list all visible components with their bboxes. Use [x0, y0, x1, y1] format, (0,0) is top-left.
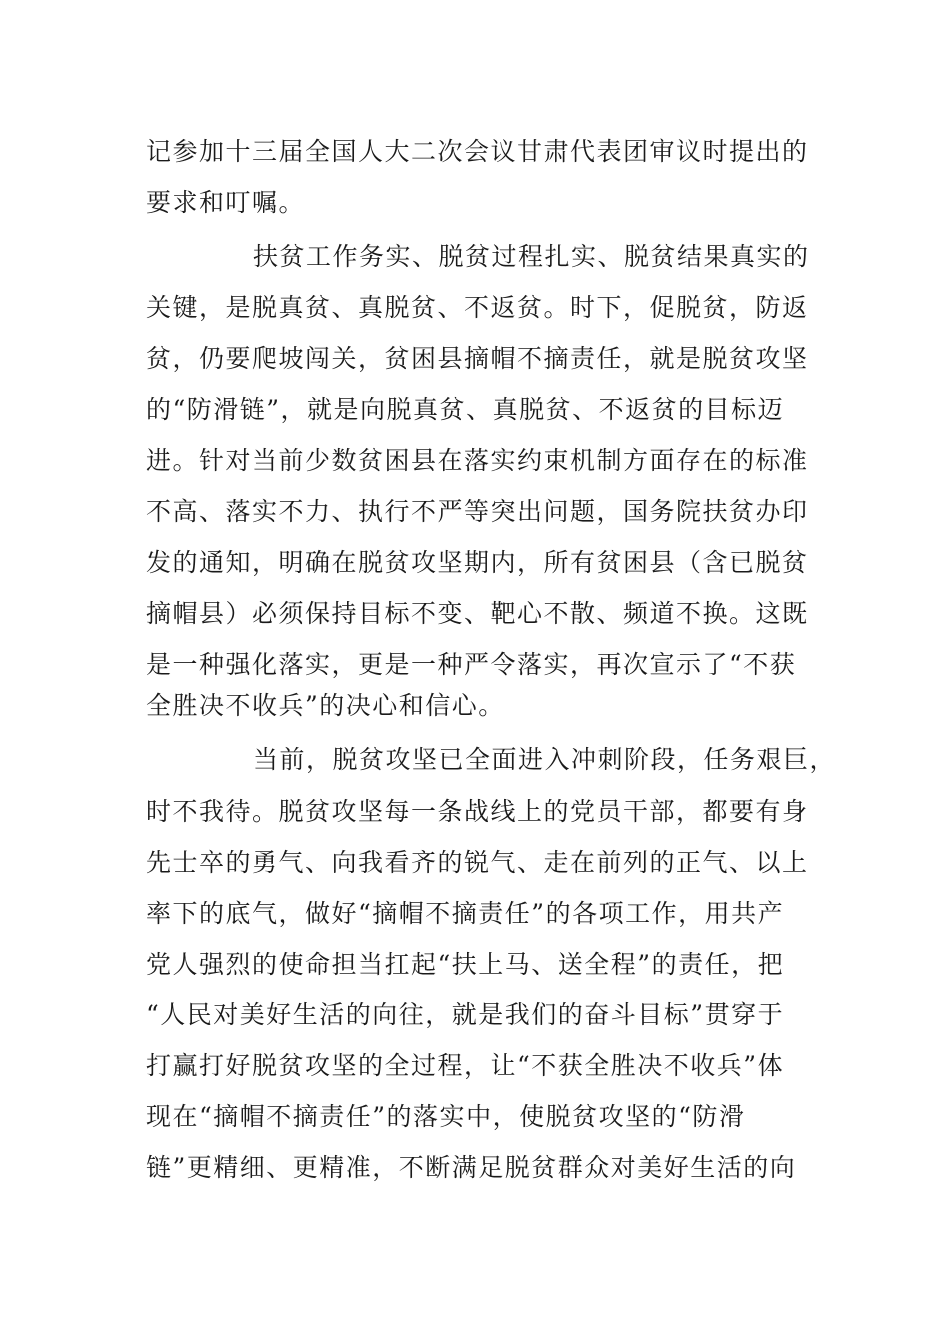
text-line: 的“防滑链”，就是向脱真贫、真脱贫、不返贫的目标迈	[146, 395, 785, 424]
text-line: 党人强烈的使命担当扛起“扶上马、送全程”的责任，把	[146, 950, 785, 979]
text-line: 是一种强化落实，更是一种严令落实，再次宣示了“不获	[146, 650, 797, 679]
text-line: 记参加十三届全国人大二次会议甘肃代表团审议时提出的	[146, 137, 809, 166]
paragraph-first-line: 扶贫工作务实、脱贫过程扎实、脱贫结果真实的	[253, 242, 810, 271]
text-line: 先士卒的勇气、向我看齐的锐气、走在前列的正气、以上	[146, 848, 809, 877]
text-line: 现在“摘帽不摘责任”的落实中，使脱贫攻坚的“防滑	[146, 1102, 746, 1131]
text-line: 链”更精细、更精准，不断满足脱贫群众对美好生活的向	[146, 1153, 797, 1182]
paragraph-first-line: 当前，脱贫攻坚已全面进入冲刺阶段，任务艰巨，	[253, 745, 837, 774]
text-line: “人民对美好生活的向往，就是我们的奋斗目标”贯穿于	[146, 1000, 785, 1029]
text-line: 贫，仍要爬坡闯关，贫困县摘帽不摘责任，就是脱贫攻坚	[146, 344, 809, 373]
text-line: 进。针对当前少数贫困县在落实约束机制方面存在的标准	[146, 446, 809, 475]
text-line: 关键，是脱真贫、真脱贫、不返贫。时下，促脱贫，防返	[146, 293, 809, 322]
text-line: 时不我待。脱贫攻坚每一条战线上的党员干部，都要有身	[146, 797, 809, 826]
text-line: 打赢打好脱贫攻坚的全过程，让“不获全胜决不收兵”体	[146, 1051, 785, 1080]
text-line: 发的通知，明确在脱贫攻坚期内，所有贫困县（含已脱贫	[146, 548, 809, 577]
text-line: 要求和叮嘱。	[146, 188, 306, 217]
text-line: 摘帽县）必须保持目标不变、靶心不散、频道不换。这既	[146, 599, 809, 628]
text-line: 不高、落实不力、执行不严等突出问题，国务院扶贫办印	[146, 497, 809, 526]
text-line: 率下的底气，做好“摘帽不摘责任”的各项工作，用共产	[146, 899, 785, 928]
text-line: 全胜决不收兵”的决心和信心。	[146, 691, 505, 720]
